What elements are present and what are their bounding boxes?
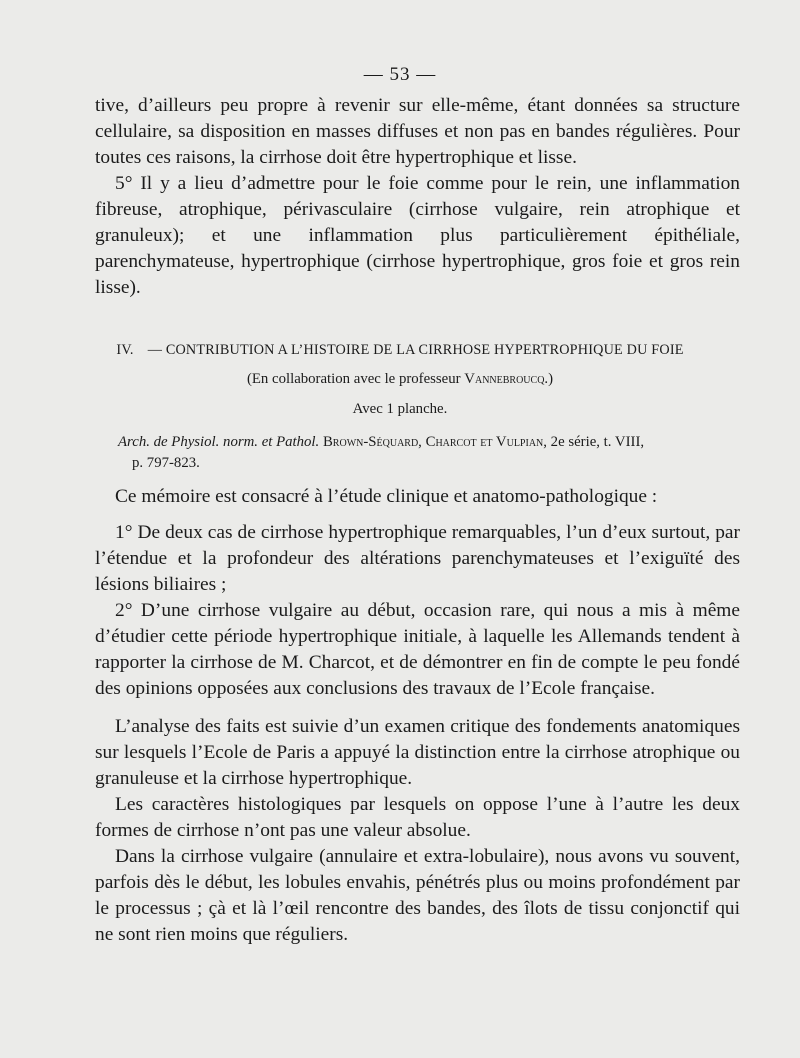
paragraph-intro: Ce mémoire est consacré à l’étude clinique et anatomo-pathologique :: [115, 486, 658, 507]
ref-series: 2e série, t. VIII,: [550, 434, 645, 450]
paragraph-continuation: tive, d’ailleurs peu propre à revenir sur elle-même, étant données sa structure cellulaire, sa disposition en masses diffuses et non pas en bandes régulières. Pour toutes ces raisons, la cirrhose doit être hypertrophique et lisse.: [95, 95, 740, 168]
ref-pages: p. 797-823.: [132, 455, 200, 471]
plate-note: Avec 1 planche.: [352, 401, 448, 417]
collab-name: Vannebroucq: [464, 371, 545, 387]
section-title: — CONTRIBUTION A L’HISTOIRE DE LA CIRRHOSE HYPERTROPHIQUE DU FOIE: [147, 342, 684, 358]
paragraph-point-5: 5° Il y a lieu d’admettre pour le foie comme pour le rein, une inflammation fibreuse, atrophique, périvasculaire (cirrhose vulgaire, rein atrophique et granuleux); et une inflammation plus particulièrement épithéliale, parenchymateuse, hypertrophique (cirrhose hypertrophique, gros foie et gros rein lisse).: [95, 173, 740, 298]
collaboration-note: [0, 371, 800, 388]
paragraph-point-2: 2° D’une cirrhose vulgaire au début, occasion rare, qui nous a mis à même d’étudier cette période hypertrophique initiale, à laquelle les Allemands tendent à rapporter la cirrhose de M. Charcot, et de démontrer en fin de compte le peu fondé des opinions opposées aux conclusions des travaux de l’Ecole française.: [95, 600, 740, 699]
collab-prefix: (En collaboration avec le professeur: [246, 371, 465, 387]
page-number: — 53 —: [363, 64, 437, 85]
section-heading: [0, 342, 800, 359]
paragraph-analysis: L’analyse des faits est suivie d’un examen critique des fondements anatomiques sur lesquels l’Ecole de Paris a appuyé la distinction entre la cirrhose atrophique ou granuleuse et la cirrhose hypertrophique.: [95, 716, 740, 789]
collab-suffix: .): [544, 371, 554, 387]
section-number: IV.: [116, 342, 134, 358]
paragraph-point-1: 1° De deux cas de cirrhose hypertrophique remarquables, l’un d’eux surtout, par l’étendue et la profondeur des altérations parenchymateuses et l’exiguïté des lésions biliaires ;: [95, 522, 740, 595]
body-text-block: [95, 484, 740, 948]
ref-editors: Brown-Séquard, Charcot et Vulpian,: [322, 434, 547, 450]
top-text-block: [95, 93, 740, 301]
ref-journal: Arch. de Physiol. norm. et Pathol.: [118, 434, 320, 450]
paragraph-characters: Les caractères histologiques par lesquels on oppose l’une à l’autre les deux formes de cirrhose n’ont pas une valeur absolue.: [95, 794, 740, 841]
bibliographic-reference: [118, 432, 740, 474]
paragraph-cirrhose-vulgaire: Dans la cirrhose vulgaire (annulaire et extra-lobulaire), nous avons vu souvent, parfois dès le début, les lobules envahis, pénétrés plus ou moins profondément par le processus ; çà et là l’œil rencontre des bandes, des îlots de tissu conjonctif qui ne sont rien moins que réguliers.: [95, 846, 740, 945]
